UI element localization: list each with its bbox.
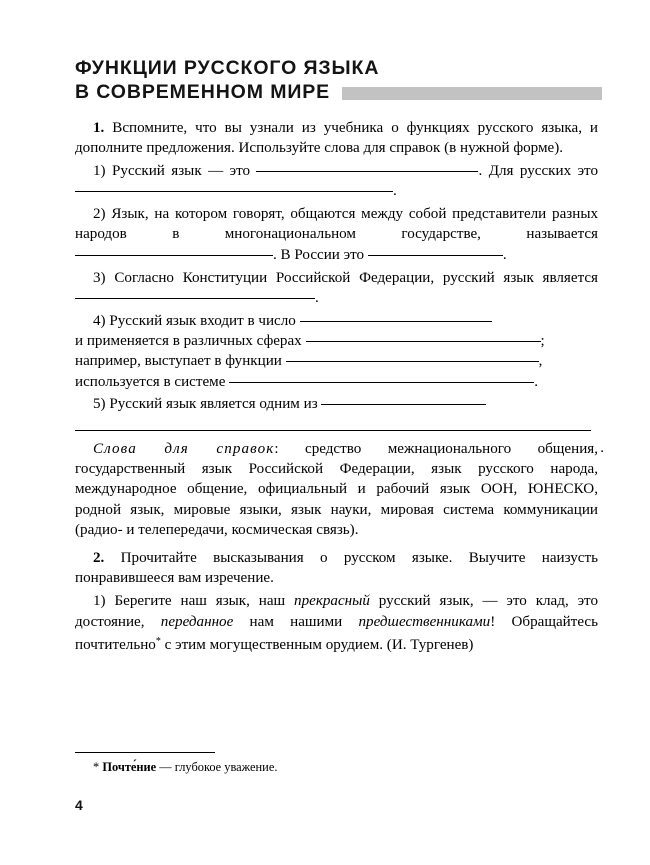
- quote-segment-3: нам нашими: [233, 613, 359, 630]
- item-4-blank-3[interactable]: [286, 361, 539, 362]
- exercise-1-number: 1.: [93, 120, 105, 136]
- quote-segment-5: с этим могущественным орудием. (И. Тургенев): [160, 636, 474, 653]
- heading-line-1: ФУНКЦИИ РУССКОГО ЯЗЫКА: [75, 57, 380, 79]
- item-4-marker: 4): [93, 312, 106, 329]
- page-number: 4: [75, 797, 83, 813]
- quote-marker: 1): [93, 593, 106, 610]
- exercise-1-item-5: [75, 394, 598, 414]
- quote-segment-1: Берегите наш язык, наш: [114, 593, 295, 610]
- heading-line-2-row: [75, 80, 600, 104]
- item-2-text-part-1: Язык, на котором говорят, общаются между собой представители разных народов в многонациональном государстве, называется: [75, 206, 599, 243]
- item-4-text-part-2: и применяется в различных сферах: [75, 332, 302, 349]
- item-4-blank-2[interactable]: [306, 341, 541, 342]
- item-4-blank-4[interactable]: [229, 382, 534, 383]
- item-3-blank-1[interactable]: [75, 298, 315, 299]
- exercise-1-item-1: [75, 161, 598, 202]
- quote-segment-2: русский язык, — это клад, это достояние,: [75, 593, 598, 630]
- item-4-text-part-5: ,: [538, 353, 543, 370]
- exercise-1-instruction-text: Вспомните, что вы узнали из учебника о функциях русского языка, и дополните предложения. Используйте слова для справок (в нужной форме).: [75, 120, 598, 157]
- page-body: [75, 118, 604, 655]
- item-4-text-part-6: используется в системе: [75, 373, 226, 390]
- item-2-blank-1[interactable]: [75, 255, 273, 256]
- item-2-marker: 2): [93, 206, 106, 223]
- footnote-marker: *: [93, 760, 100, 774]
- item-4-blank-1[interactable]: [300, 321, 492, 322]
- footnote-reference-marker: *: [155, 635, 161, 647]
- item-1-text-part-3: .: [393, 183, 397, 200]
- exercise-1-instruction: [75, 118, 598, 159]
- item-5-blank-1[interactable]: [321, 404, 486, 405]
- quote-segment-4: ! Обращайтесь почтительно: [75, 613, 598, 653]
- item-1-text-part-1: Русский язык — это: [112, 163, 251, 180]
- footnote-term: Почте́ние: [102, 760, 157, 774]
- item-5-marker: 5): [93, 396, 106, 413]
- exercise-2-number: 2.: [93, 550, 105, 567]
- item-4-text-part-7: .: [534, 373, 538, 390]
- reference-words-label: Слова для справок: [93, 440, 275, 457]
- exercise-2-instruction-text: Прочитайте высказывания о русском языке. Выучите наизусть понравившееся вам изречение.: [75, 550, 598, 587]
- item-2-blank-2[interactable]: [368, 255, 503, 256]
- item-1-blank-2[interactable]: [75, 191, 393, 192]
- item-3-text-part-1: Согласно Конституции Российской Федерации, русский язык является: [114, 269, 599, 286]
- footnote-block: [75, 752, 598, 775]
- item-5-blank-2[interactable]: [75, 430, 591, 431]
- item-4-text-part-3: ;: [540, 332, 545, 349]
- item-5-text-part-2: .: [600, 439, 604, 456]
- heading-accent-bar: [342, 87, 602, 100]
- item-1-marker: 1): [93, 163, 106, 180]
- footnote-separator-rule: [75, 752, 215, 753]
- item-2-text-part-3: .: [502, 246, 507, 263]
- heading-line-2: В СОВРЕМЕННОМ МИРЕ: [75, 81, 331, 103]
- item-3-text-part-2: .: [315, 289, 319, 306]
- reference-words-separator: :: [274, 440, 279, 457]
- exercise-2-quote: [75, 591, 598, 655]
- exercise-1-item-3: [75, 268, 598, 309]
- item-1-text-part-2: . Для русских это: [478, 163, 598, 180]
- exercise-2-instruction: [75, 548, 598, 589]
- item-3-marker: 3): [93, 269, 106, 286]
- reference-words-block: [75, 439, 598, 540]
- quote-emphasis-2: переданное: [160, 613, 234, 630]
- item-4-text-part-4: например, выступает в функции: [75, 353, 282, 370]
- item-4-text-part-1: Русский язык входит в число: [109, 312, 296, 329]
- footnote-content: [75, 759, 598, 775]
- quote-emphasis-1: прекрасный: [294, 593, 370, 610]
- item-1-blank-1[interactable]: [256, 171, 478, 172]
- footnote-definition: — глубокое уважение.: [156, 760, 278, 774]
- exercise-1-item-4: [75, 311, 598, 392]
- item-5-text-part-1: Русский язык является одним из: [109, 396, 318, 413]
- reference-words-text: средство межнационального общения, государственный язык Российской Федерации, язык русского народа, международное общение, официальный и рабочий язык ООН, ЮНЕСКО, родной язык, мировые языки, язык науки, мировая система коммуникации (радио- и телепередачи, космическая связь).: [75, 440, 598, 538]
- page-heading: [75, 56, 600, 104]
- exercise-1-item-2: [75, 204, 598, 265]
- quote-emphasis-3: предшественниками: [358, 613, 491, 630]
- item-2-text-part-2: . В России это: [273, 246, 365, 263]
